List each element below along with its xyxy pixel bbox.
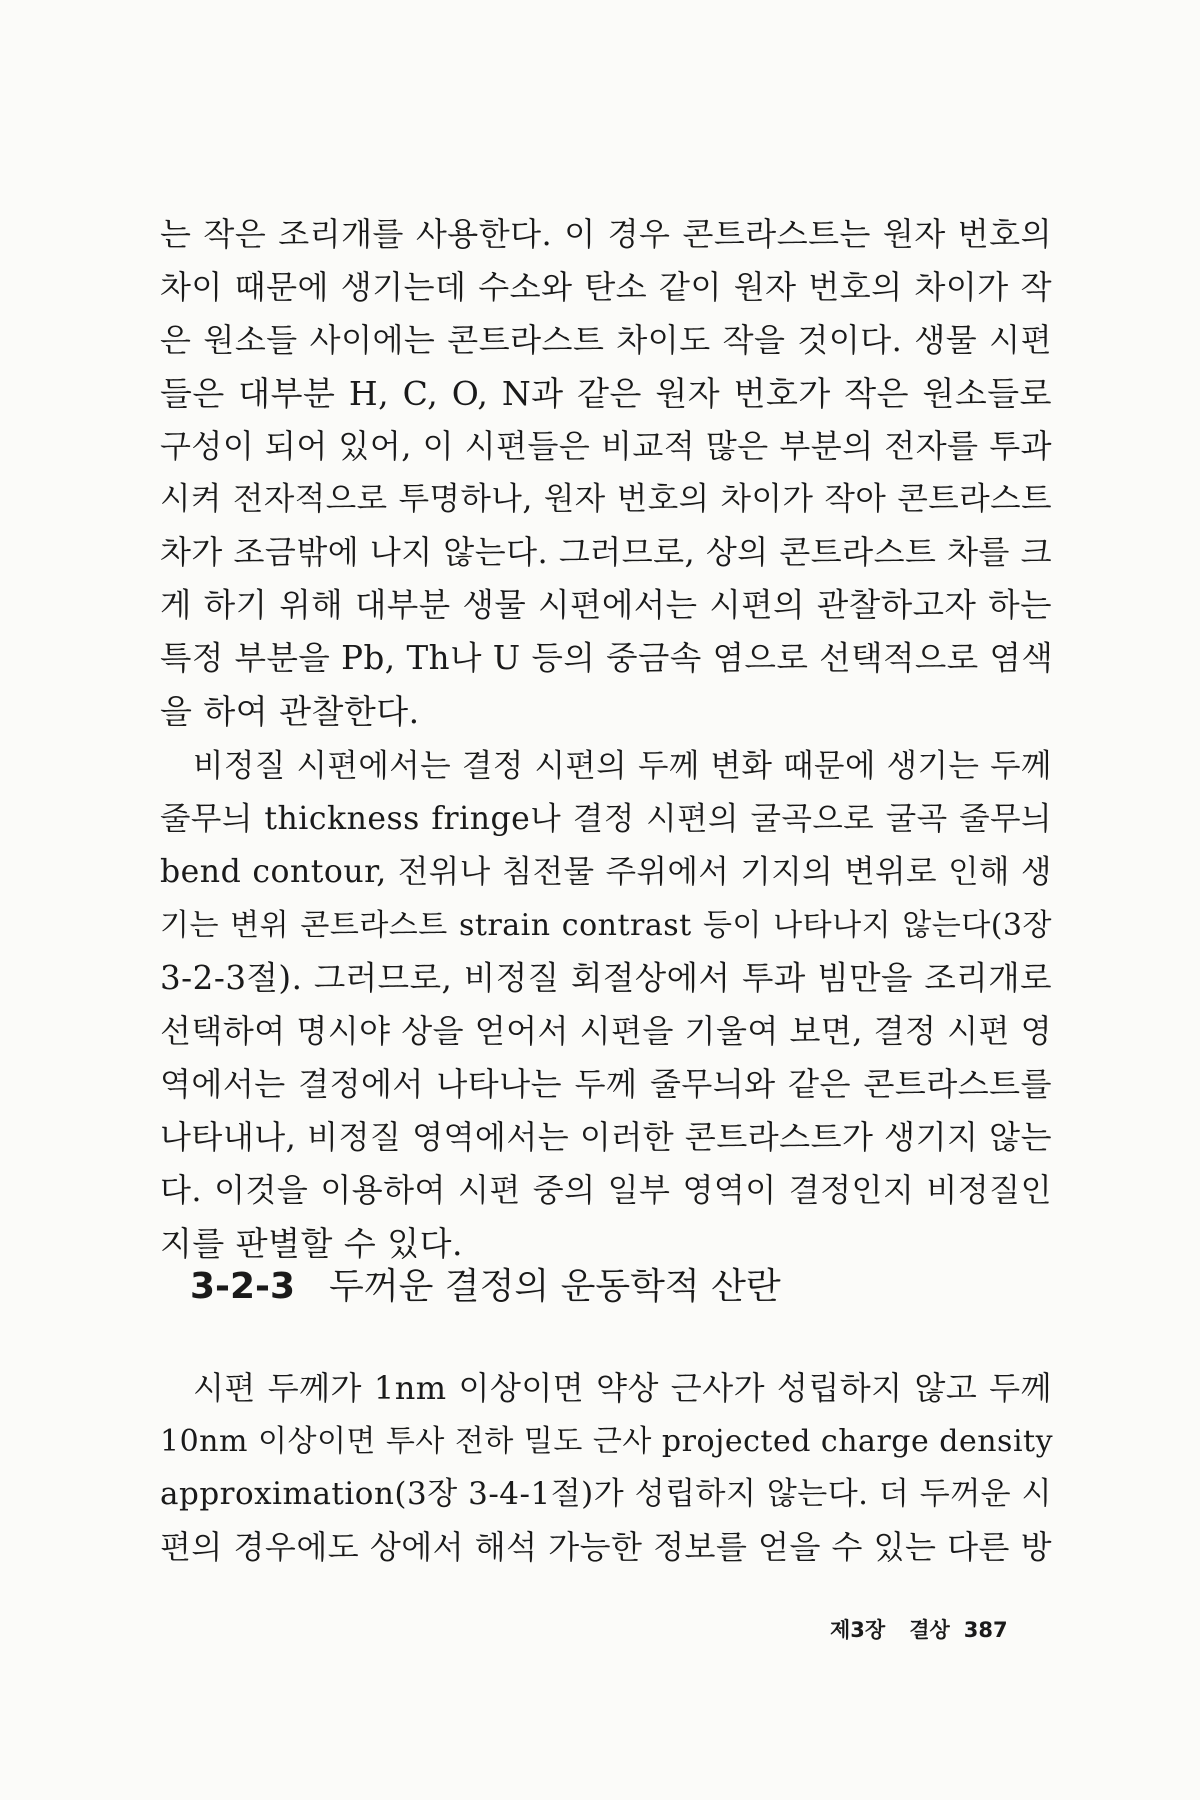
text-line: 선택하여 명시야 상을 얻어서 시편을 기울여 보면, 결정 시편 영 (160, 1012, 1053, 1050)
section-title: 두꺼운 결정의 운동학적 산란 (329, 1266, 781, 1307)
text-line: 시켜 전자적으로 투명하나, 원자 번호의 차이가 작아 콘트라스트 (160, 481, 1052, 517)
text-line: 10nm 이상이면 투사 전하 밀도 근사 projected charge density (160, 1424, 1054, 1459)
paragraph-3 (160, 1362, 1052, 1574)
text-line: 기는 변위 콘트라스트 strain contrast 등이 나타나지 않는다(3장 (160, 908, 1052, 943)
footer-chapter: 제3장 (830, 1618, 886, 1642)
section-heading (190, 1262, 781, 1312)
text-line: approximation(3장 3-4-1절)가 성립하지 않는다. 더 두꺼운 시 (160, 1476, 1052, 1512)
text-line: 은 원소들 사이에는 콘트라스트 차이도 작을 것이다. 생물 시편 (160, 321, 1052, 359)
paragraph-2 (160, 740, 1052, 1270)
text-line: 비정질 시편에서는 결정 시편의 두께 변화 때문에 생기는 두께 (193, 748, 1052, 784)
text-line: 나타내나, 비정질 영역에서는 이러한 콘트라스트가 생기지 않는 (160, 1118, 1052, 1156)
text-line: 역에서는 결정에서 나타나는 두께 줄무늬와 같은 콘트라스트를 (160, 1065, 1052, 1103)
section-number: 3-2-3 (190, 1266, 296, 1307)
text-line: bend contour, 전위나 침전물 주위에서 기지의 변위로 인해 생 (160, 854, 1052, 890)
text-line: 3-2-3절). 그러므로, 비정질 회절상에서 투과 빔만을 조리개로 (160, 959, 1052, 997)
text-line: 는 작은 조리개를 사용한다. 이 경우 콘트라스트는 원자 번호의 (160, 215, 1052, 253)
text-line: 줄무늬 thickness fringe나 결정 시편의 굴곡으로 굴곡 줄무늬 (160, 801, 1052, 837)
page-footer (830, 1614, 1008, 1644)
text-line: 게 하기 위해 대부분 생물 시편에서는 시편의 관찰하고자 하는 (160, 586, 1052, 624)
text-line: 들은 대부분 H, C, O, N과 같은 원자 번호가 작은 원소들로 (160, 374, 1052, 413)
text-line: 차가 조금밖에 나지 않는다. 그러므로, 상의 콘트라스트 차를 크 (160, 533, 1053, 571)
text-line: 구성이 되어 있어, 이 시편들은 비교적 많은 부분의 전자를 투과 (160, 427, 1053, 465)
text-line: 시편 두께가 1nm 이상이면 약상 근사가 성립하지 않고 두께 (193, 1369, 1052, 1407)
text-line: 편의 경우에도 상에서 해석 가능한 정보를 얻을 수 있는 다른 방 (160, 1528, 1053, 1566)
text-line: 특정 부분을 Pb, Th나 U 등의 중금속 염으로 선택적으로 염색 (160, 639, 1054, 677)
text-line: 차이 때문에 생기는데 수소와 탄소 같이 원자 번호의 차이가 작 (160, 268, 1052, 306)
text-line: 지를 판별할 수 있다. (160, 1224, 463, 1263)
footer-title: 결상 (909, 1618, 950, 1642)
page-number: 387 (963, 1618, 1008, 1642)
paragraph-1 (160, 208, 1052, 738)
text-line: 을 하여 관찰한다. (160, 692, 420, 731)
text-line: 다. 이것을 이용하여 시편 중의 일부 영역이 결정인지 비정질인 (160, 1171, 1052, 1209)
